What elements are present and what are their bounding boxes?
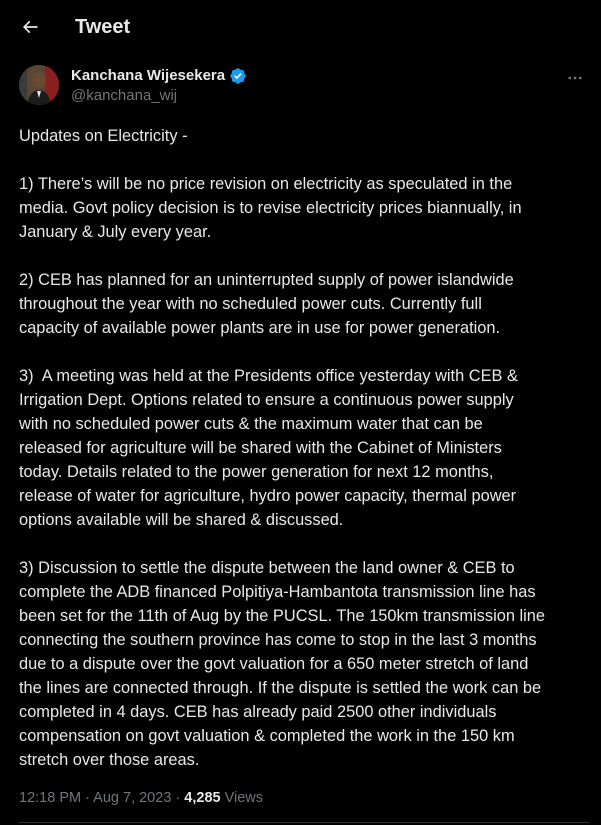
more-horizontal-icon [566,69,584,87]
views-label: Views [224,790,264,806]
tweet-author [0,62,601,110]
meta-separator: · [81,790,94,806]
more-options-button[interactable] [562,65,588,91]
views-count: 4,285 [184,790,221,806]
verified-badge-icon [229,67,247,85]
back-button[interactable] [14,11,46,43]
avatar[interactable] [19,65,59,105]
author-name[interactable] [71,66,247,86]
meta-separator: · [171,790,185,806]
tweet-text: Updates on Electricity - 1) There’s will be no price revision on electricity as speculated in the media. Govt policy decision is to revise electricity prices biannually, in January & July every year. 2) CEB has planned for an uninterrupted supply of power islandwide throughout the year with no scheduled power cuts. Currently full capacity of available power plants are in use for power generation. 3) A meeting was held at the Presidents office yesterday with CEB & Irrigation Dept. Options related to ensure a continuous power supply with no scheduled power cuts & the maximum water that can be released for agriculture will be shared with the Cabinet of Ministers today. Details related to the power generation for next 12 months, release of water for agriculture, hydro power capacity, thermal power options available will be shared & discussed. 3) Discussion to settle the dispute between the land owner & CEB to complete the ADB financed Polpitiya-Hambantota transmission line has been set for the 11th of Aug by the PUCSL. The 150km transmission line connecting the southern province has come to stop in the last 3 months due to a dispute over the govt valuation for a 650 meter stretch of land the lines are connected through. If the dispute is settled the work can be completed in 4 days. CEB has already paid 2500 other individuals compensation on govt valuation & completed the work in the 150 km stretch over those areas. [19,127,546,769]
author-handle[interactable]: @kanchana_wij [71,87,178,104]
arrow-left-icon [20,17,40,37]
divider [19,822,589,823]
author-name-text[interactable]: Kanchana Wijesekera [71,67,226,84]
tweet-metadata [19,788,263,808]
tweet-date[interactable]: Aug 7, 2023 [93,790,172,806]
avatar-image [19,65,59,105]
tweet-time[interactable]: 12:18 PM [19,790,82,806]
top-header [0,0,601,53]
page-title: Tweet [75,16,131,38]
